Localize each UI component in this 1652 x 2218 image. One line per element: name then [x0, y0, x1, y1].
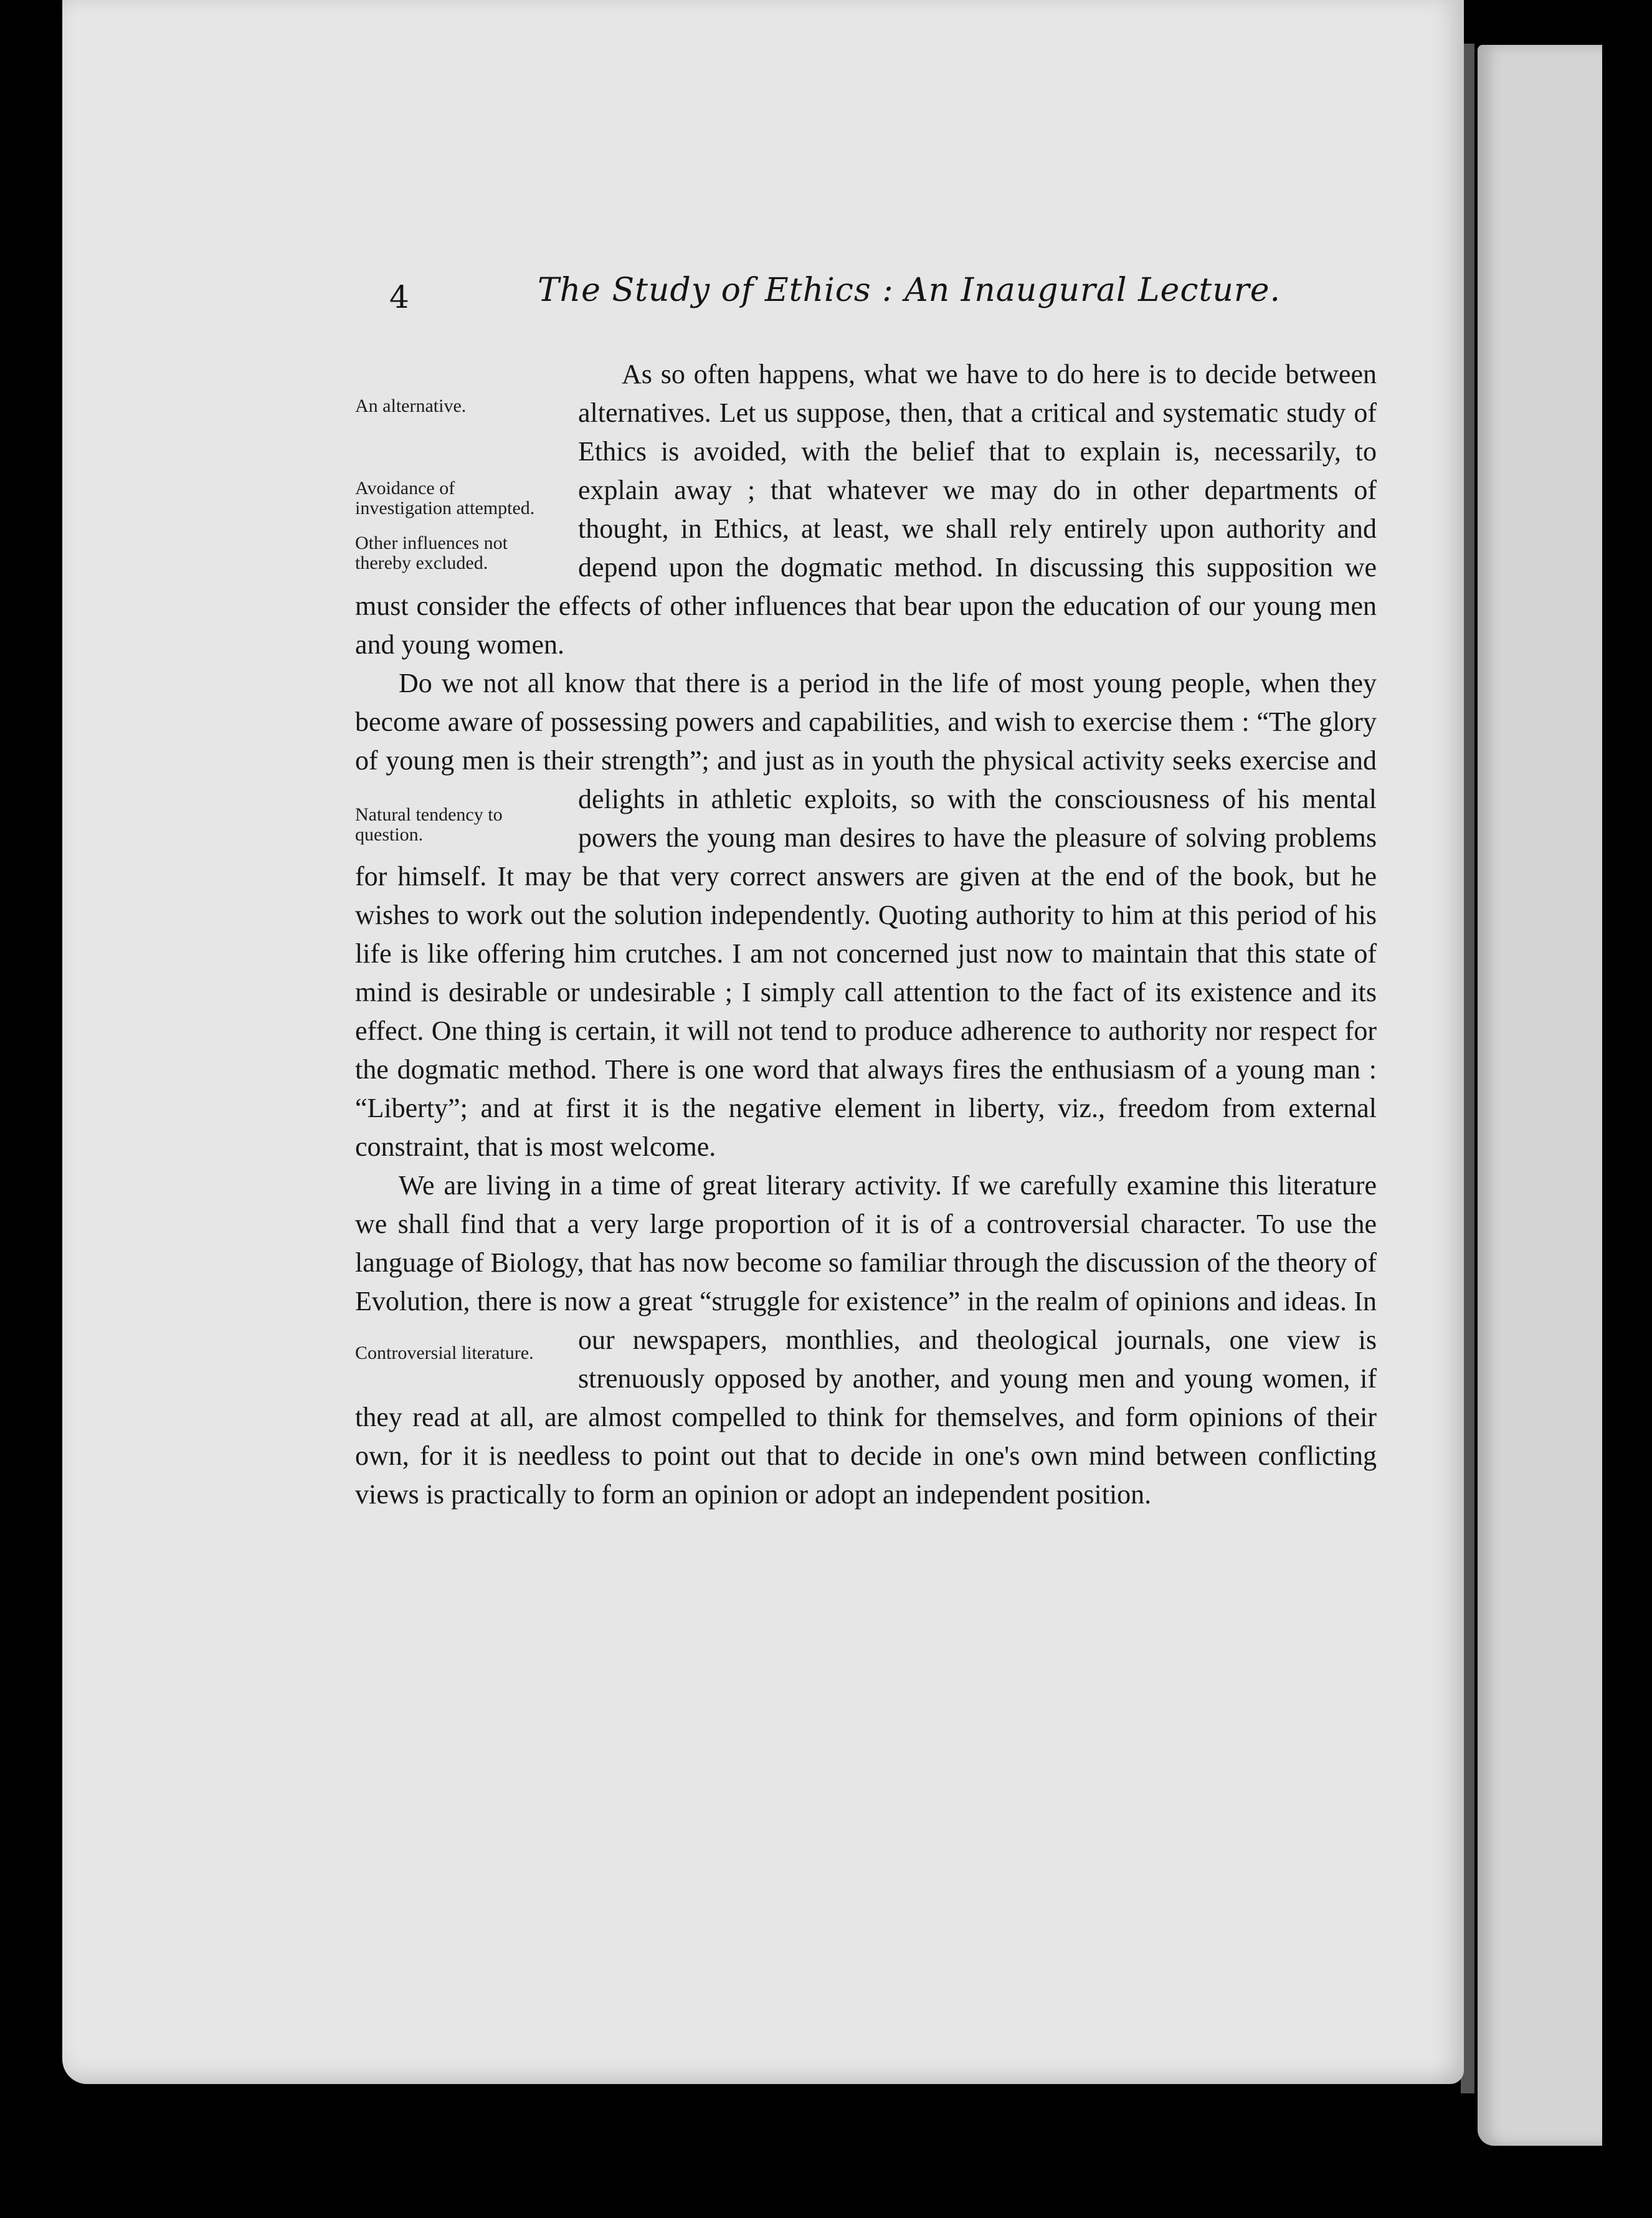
- running-title: The Study of Ethics : An Inaugural Lecture.: [538, 272, 1281, 309]
- paragraph-2: [355, 664, 1377, 1166]
- marginal-note-alternative: An alternative.: [355, 396, 467, 416]
- marginal-note-natural-tendency: Natural tendency to question.: [355, 804, 503, 845]
- paragraph-1-text-c: In discussing this supposition we must consider the effects of other influences that bear upon the education of our young men and young women.: [355, 552, 1377, 660]
- marginal-note-controversial: Controversial literature.: [355, 1343, 534, 1363]
- paragraph-1: [355, 355, 1377, 664]
- paragraph-3-text-a: We are living in a time of great literary activity. If we carefully examine this literature we shall find that a very large proportion of it is of a controversial character. To use the language of Biology, that has now become so familiar through the discussion of the theory of Evolution, there is now a great “struggle for existence” in the realm of opinions: [355, 1170, 1377, 1316]
- book-page: [62, 0, 1464, 2084]
- facing-page-edge: [1478, 45, 1602, 2146]
- page-number: 4: [389, 279, 409, 315]
- paragraph-3: [355, 1166, 1377, 1514]
- paragraph-3-text-b: and ideas. In our newspapers, monthlies, and theological journals, one view is strenuously opposed by another, and young men and young women, if they read at all, are almost compelled to think for themselves, and form opinions of their own, for it is needless to point out that to decide in one's own mind between conflicting views is practically to form an opinion or adopt an independent position.: [355, 1286, 1377, 1510]
- paragraph-1-text-b: that whatever we may do in other departments of thought, in Ethics, at least, we shall rely entirely upon authority and depend upon the dogmatic method.: [578, 475, 1377, 583]
- paragraph-2-text-a: Do we not all know that there is a period in the life of most young people, when they become aware of possessing powers and capabilities, and wish to exercise them : “The glory of young men is their strength”; and just as in youth the physical activity seeks exercise and delights in athletic exploits,: [355, 668, 1377, 814]
- paragraph-1-text-a: As so often happens, what we have to do here is to decide between alternatives. Let us suppose, then, that a critical and systematic study of Ethics is avoided, with the belief that to explain is, necessarily, to explain away ;: [578, 359, 1377, 505]
- page-body: [355, 355, 1377, 1900]
- marginal-note-other-influences: Other influences not thereby excluded.: [355, 533, 508, 573]
- running-head: [389, 272, 1311, 328]
- paragraph-2-text-b: so with the consciousness of his mental powers the young man desires to have the pleasure of solving problems for himself. It may be that very correct answers are given at the end of the book, but he wishes to work out the solution independently. Quoting authority to him at this period of his life is like offering him crutches. I am not concerned just now to maintain that this state of mind is desirable or undesirable ; I simply call attention to the fact of its existence and its effect. One thing is certain, it will not tend to produce adherence to authority nor respect for the dogmatic method. There is one word that always fires the enthusiasm of a young man : “Liberty”; and at first it is the negative element in liberty, viz., freedom from external constraint, that is most welcome.: [355, 784, 1377, 1162]
- marginal-note-avoidance: Avoidance of investigation attempted.: [355, 478, 535, 518]
